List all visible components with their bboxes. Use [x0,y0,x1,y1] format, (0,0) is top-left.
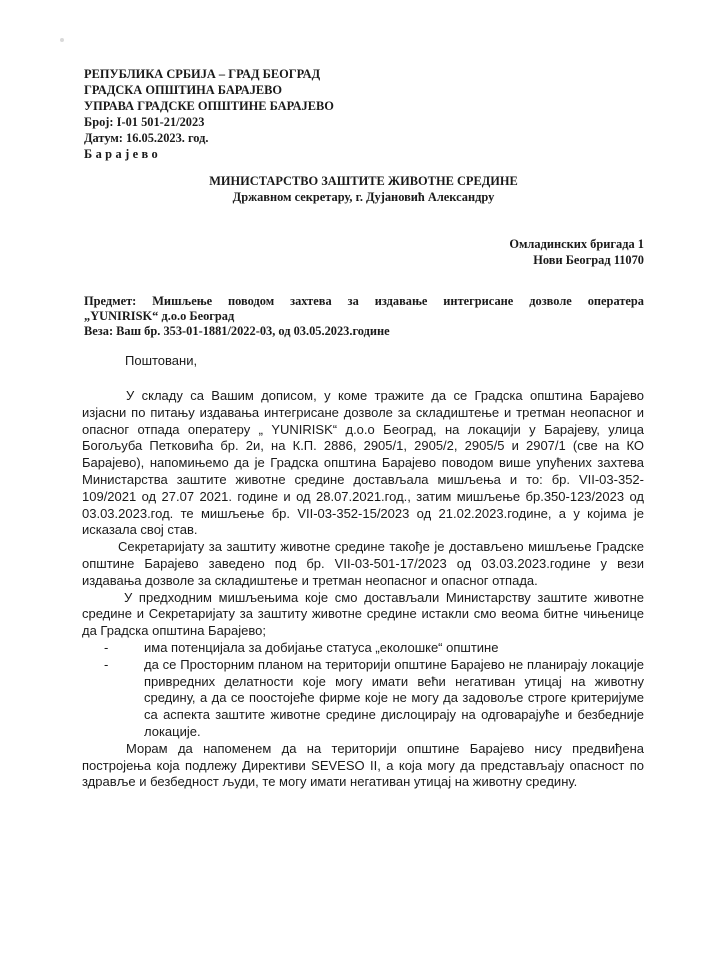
body-paragraph-3: У предходним мишљењима које смо достављали Министарству заштите животне средине и Секретаријату за заштиту животне средине истакли смо веома битне чињенице да Градска општина Барајево; [82,589,644,639]
letterhead-line-1: РЕПУБЛИКА СРБИЈА – ГРАД БЕОГРАД [84,67,321,81]
facts-list [82,640,644,741]
letterhead-line-3: УПРАВА ГРАДСКЕ ОПШТИНЕ БАРАЈЕВО [84,99,334,113]
list-item: - да се Просторним планом на територији општине Барајево не планирају локације привредних делатности које могу имати већи негативан утицај на животну средину, а да се поостојеће фирме које не могу да задовоље строге критеријуме са аспекта заштите животне средине дислоцирају на одговарајуће и безбедније локације. [144,657,644,741]
recipient-address [509,236,644,268]
scan-speck [60,38,64,42]
document-place: Барајево [84,147,162,161]
document-date: Датум: 16.05.2023. год. [84,131,209,145]
subject-reference: Веза: Ваш бр. 353-01-1881/2022-03, од 03.05.2023.године [84,324,390,338]
address-street: Омладинских бригада 1 [509,237,644,251]
letterhead-line-2: ГРАДСКА ОПШТИНА БАРАЈЕВО [84,83,283,97]
subject-block [84,294,644,339]
recipient-addressee: Државном секретару, г. Дујановић Александру [232,190,495,204]
recipient-block [0,173,727,205]
body-paragraph-2: Секретаријату за заштиту животне средине такође је достављено мишљење Градске општине Барајево заведено под бр. VII-03-501-17/2023 од 03.03.2023.године у вези издавања дозволе за складиштење и третман неопасног и опасног отпада. [82,539,644,588]
body-paragraph-1: У складу са Вашим дописом, у коме тражите да се Градска општина Барајево изјасни по питању издавања интегрисане дозволе за складиштење и третман неопасног и опасног отпада оператеру „ YUNIRISK“ д.о.о Београд, на локацији у Барајеву, улица Богољуба Петковића бр. 2и, на К.П. 2886, 2905/1, 2905/2, 2905/5 и 2907/1 (све на КО Барајево), напомињемо да је Градска општина Барајево поводом више упућених захтева Министарства заштите животне средине достављала мишљења и то: бр. VII-03-352-109/2021 од 27.07 2021. године и од 28.07.2021.год., затим мишљење бр.350-123/2023 од 03.03.2023.год. те мишљење бр. VII-03-352-15/2023 од 21.02.2023.године, а у којима је исказала свој став. [82,388,644,538]
subject-line-1: Предмет: Мишљење поводом захтева за издавање интегрисане дозволе оператера [84,294,644,308]
list-item: - има потенцијала за добијање статуса „еколошке“ општине [144,640,644,657]
letter-body [82,388,644,791]
body-paragraph-4: Морам да напоменем да на територији општине Барајево нису предвиђена постројења која подлежу Директиви SEVESO II, а која могу да представљају опасност по здравље и безбедност људи, те могу имати негативан утицај на животну средину. [82,740,644,790]
recipient-ministry: МИНИСТАРСТВО ЗАШТИТЕ ЖИВОТНЕ СРЕДИНЕ [209,174,518,188]
greeting: Поштовани, [125,353,198,368]
address-city: Нови Београд 11070 [533,253,644,267]
letterhead [84,66,334,162]
document-number: Број: I-01 501-21/2023 [84,115,205,129]
subject-line-2: „YUNIRISK“ д.о.о Београд [84,309,235,323]
